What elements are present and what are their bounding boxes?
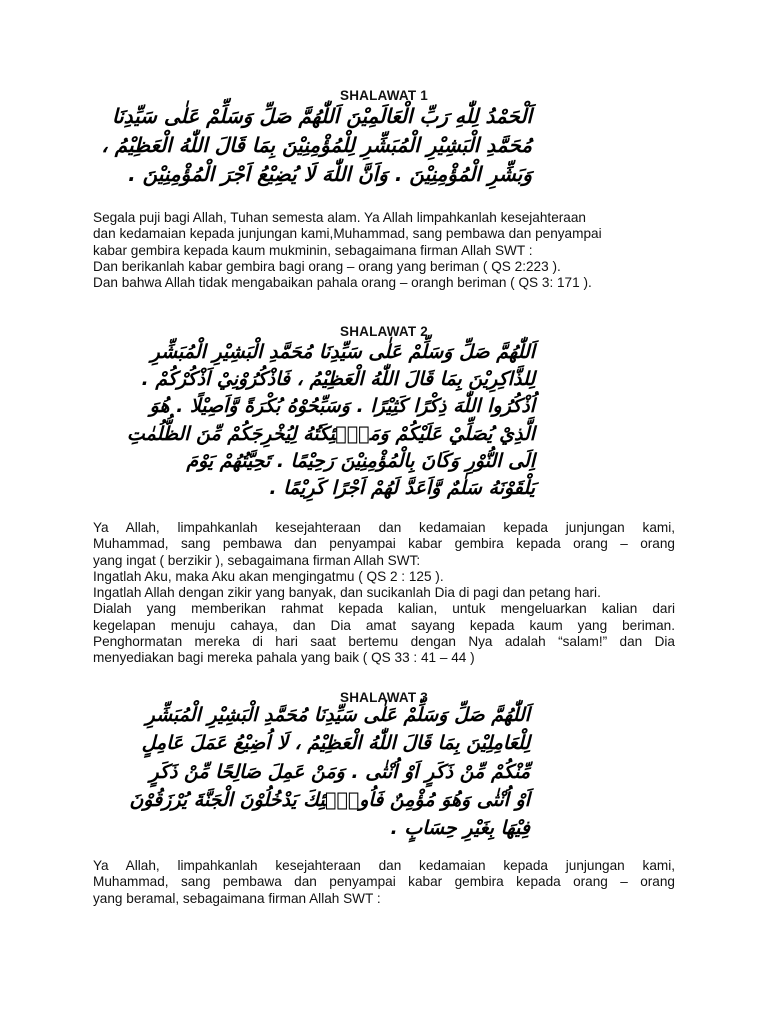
translation-line: Ingatlah Aku, maka Aku akan mengingatmu ( QS 2 : 125 ).	[93, 568, 444, 584]
translation-line: kegelapan menuju cahaya, dan Dia amat sayang kepada kaum yang beriman.	[93, 617, 675, 633]
arabic-line: اُذْكُرُوا اللّٰهَ ذِكْرًا كَثِيْرًا . وَسَبِّحُوْهُ بُكْرَةً وَّاَصِيْلًا . هُوَ	[149, 395, 535, 418]
arabic-line: لِلْعَامِلِيْنَ بِمَا قَالَ اللّٰهُ الْعَظِيْمُ ، لَا اُضِيْعُ عَمَلَ عَامِلٍ	[141, 732, 530, 755]
arabic-line: اِلَى النُّوْرِ وَكَانَ بِالْمُؤْمِنِيْنَ رَحِيْمًا . تَحِيَّتُهُمْ يَوْمَ	[186, 449, 535, 472]
translation-line: kabar gembira kepada kaum mukminin, sebagaimana firman Allah SWT :	[93, 242, 533, 258]
translation-shalawat-2	[93, 520, 675, 667]
arabic-line: اَوْ اُنْثٰى وَهُوَ مُؤْمِنٌ فَاُولٰۤئِكَ يَدْخُلُوْنَ الْجَنَّةَ يُرْزَقُوْنَ	[129, 788, 530, 811]
arabic-line: اَلْحَمْدُ لِلّٰهِ رَبِّ الْعَالَمِيْنَ اَللّٰهُمَّ صَلِّ وَسَلِّمْ عَلٰى سَيِّدِنَا	[111, 104, 532, 128]
translation-line: Ingatlah Allah dengan zikir yang banyak, dan sucikanlah Dia di pagi dan petang hari.	[93, 585, 601, 601]
arabic-line: فِيْهَا بِغَيْرِ حِسَابٍ .	[390, 817, 530, 839]
translation-line: Muhammad, sang pembawa dan penyampai kabar gembira kepada orang – orang	[93, 536, 675, 552]
arabic-line: وَبَشِّرِ الْمُؤْمِنِيْنَ . وَاَنَّ اللّٰهَ لَا يُضِيْعُ اَجْرَ الْمُؤْمِنِيْنَ .	[128, 162, 532, 186]
arabic-line: مِّنْكُمْ مِّنْ ذَكَرٍ اَوْ اُنْثٰى . وَمَنْ عَمِلَ صَالِحًا مِّنْ ذَكَرٍ	[149, 760, 530, 783]
translation-line: Ya Allah, limpahkanlah kesejahteraan dan kedamaian kepada junjungan kami,	[93, 858, 675, 873]
arabic-line: يَلْقَوْنَهُ سَلٰمٌ وَّاَعَدَّ لَهُمْ اَجْرًا كَرِيْمًا .	[269, 476, 535, 499]
arabic-line: اَللّٰهُمَّ صَلِّ وَسَلِّمْ عَلٰى سَيِّدِنَا مُحَمَّدِ الْبَشِيْرِ الْمُبَشِّرِ	[145, 704, 530, 726]
translation-line: Dialah yang memberikan rahmat kepada kalian, untuk mengeluarkan kalian dari	[93, 601, 675, 617]
translation-shalawat-1	[93, 210, 675, 291]
translation-line: yang ingat ( berzikir ), sebagaimana firman Allah SWT:	[93, 552, 421, 568]
translation-line: yang beramal, sebagaimana firman Allah SWT :	[93, 890, 381, 906]
translation-line: Penghormatan mereka di hari saat bertemu dengan Nya adalah “salam!” dan Dia	[93, 634, 675, 650]
translation-line: Ya Allah, limpahkanlah kesejahteraan dan kedamaian kepada junjungan kami,	[93, 520, 675, 535]
arabic-line: لِلذَّاكِرِيْنَ بِمَا قَالَ اللّٰهُ الْعَظِيْمُ ، فَاذْكُرُوْنِيْ اَذْكُرْكُمْ .	[141, 368, 535, 391]
section-title-shalawat-2: SHALAWAT 2	[339, 324, 428, 339]
translation-line: Dan bahwa Allah tidak mengabaikan pahala orang – orangh beriman ( QS 3: 171 ).	[93, 275, 592, 291]
arabic-text-shalawat-2	[126, 341, 535, 503]
arabic-line: اَللّٰهُمَّ صَلِّ وَسَلِّمْ عَلٰى سَيِّدِنَا مُحَمَّدِ الْبَشِيْرِ الْمُبَشِّرِ	[150, 341, 535, 363]
arabic-line: مُحَمَّدِ الْبَشِيْرِ الْمُبَشِّرِ لِلْمُؤْمِنِيْنَ بِمَا قَالَ اللّٰهُ الْعَظِيْمُ ،	[101, 133, 532, 157]
translation-shalawat-3	[93, 858, 675, 907]
translation-line: Dan berikanlah kabar gembira bagi orang – orang yang beriman ( QS 2:223 ).	[93, 258, 561, 274]
arabic-text-shalawat-1	[101, 104, 532, 190]
arabic-line: الَّذِيْ يُصَلِّيْ عَلَيْكُمْ وَمَلٰۤئِكَتُهُ لِيُخْرِجَكُمْ مِّنَ الظُّلُمٰتِ	[126, 422, 535, 445]
translation-line: dan kedamaian kepada junjungan kami,Muhammad, sang pembawa dan penyampai	[93, 226, 602, 242]
arabic-text-shalawat-3	[129, 704, 530, 844]
section-title-shalawat-3: SHALAWAT 3	[339, 690, 428, 705]
translation-line: Muhammad, sang pembawa dan penyampai kabar gembira kepada orang – orang	[93, 874, 675, 890]
translation-line: menyediakan bagi mereka pahala yang baik ( QS 33 : 41 – 44 )	[93, 650, 475, 666]
section-title-shalawat-1: SHALAWAT 1	[339, 88, 428, 103]
translation-line: Segala puji bagi Allah, Tuhan semesta alam. Ya Allah limpahkanlah kesejahteraan	[93, 210, 586, 225]
